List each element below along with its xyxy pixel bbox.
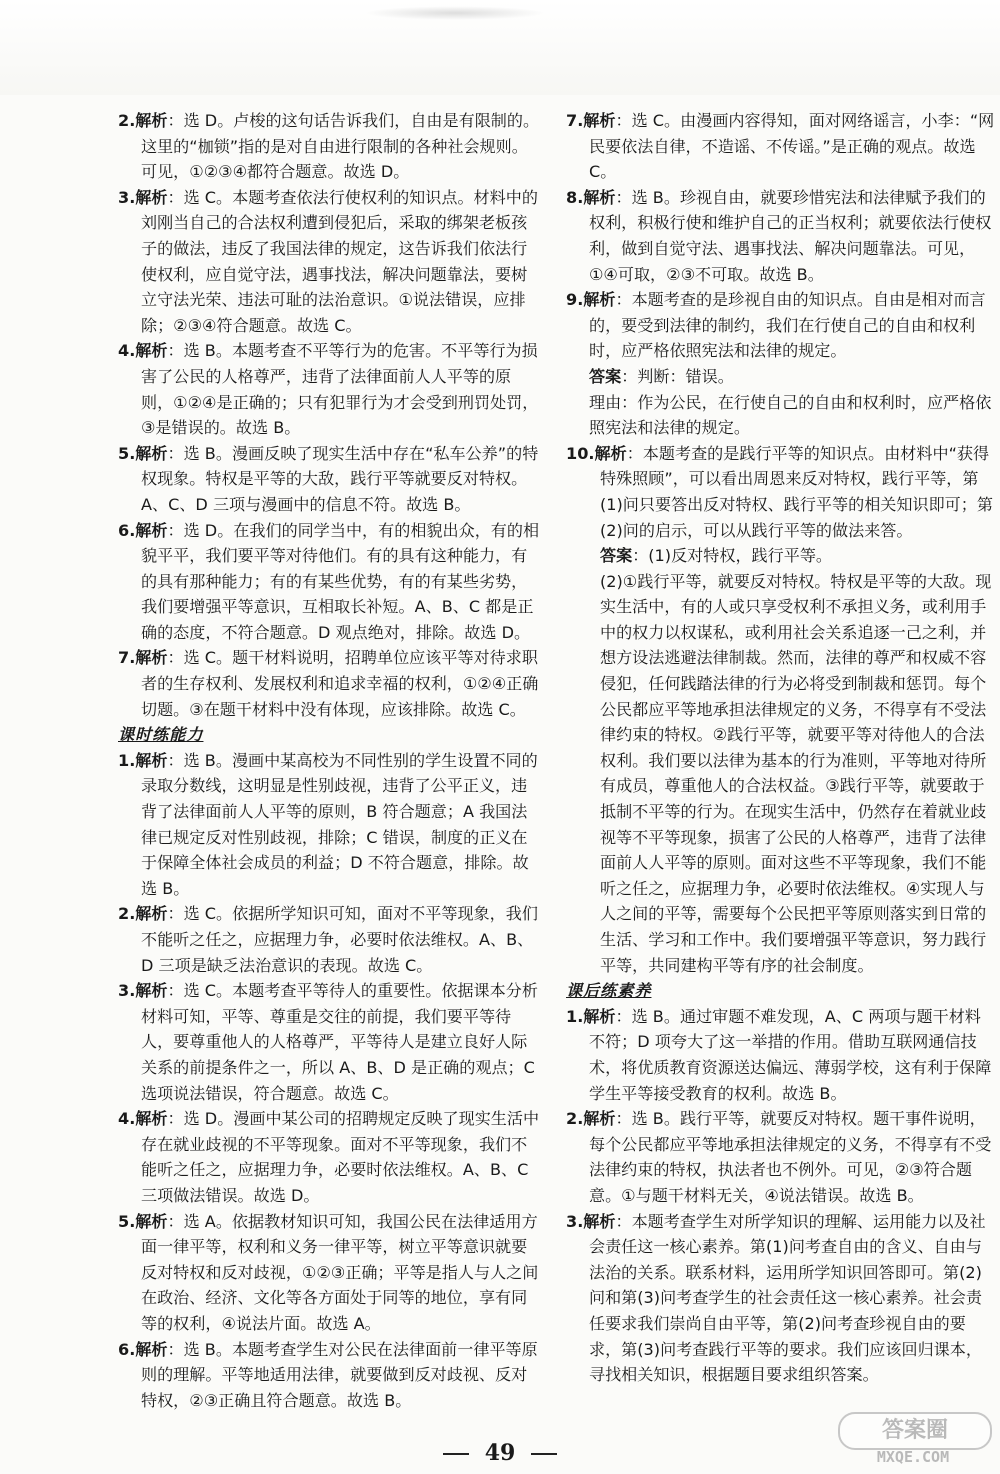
answer-item: [566, 1106, 996, 1208]
answer-line: [566, 569, 996, 979]
item-text: ：选 B。践行平等，就要反对特权。题干事件说明，每个公民都应平等地承担法律规定的义务，不得享有不受法律约束的特权，执法者也不例外。可见，②③符合题意。①与题干材料无关，④说法错误。故选 B。: [589, 1109, 992, 1205]
page-number-text: 49: [484, 1440, 516, 1466]
watermark-url: MXQE.COM: [876, 1448, 950, 1466]
watermark-logo: [838, 1412, 988, 1466]
answer-item: [118, 645, 543, 722]
answer-item: [118, 1337, 543, 1414]
answer-item: [118, 185, 543, 339]
answer-item: [118, 1106, 543, 1208]
item-text: (2)①践行平等，就要反对特权。特权是平等的大敌。现实生活中，有的人或只享受权利不承担义务，或利用手中的权力以权谋私，或利用社会关系追逐一己之利，并想方设法逃避法律制裁。然而，法律的尊严和权威不容侵犯，任何践踏法律的行为必将受到制裁和惩罚。每个公民都应平等地承担法律规定的义务，不得享有不受法律约束的特权。②践行平等，就要平等对待他人的合法权利。我们要以法律为基本的行为准则，平等地对待所有成员，尊重他人的合法权益。③践行平等，就要敢于抵制不平等的行为。在现实生活中，仍然存在着就业歧视等不平等现象，损害了公民的人格尊严，违背了法律面前人人平等的原则。面对这些不平等现象，我们不能听之任之，应据理力争，必要时依法维权。④实现人与人之间的平等，需要每个公民把平等原则落实到日常的生活、学习和工作中。我们要增强平等意识，努力践行平等，共同建构平等有序的社会制度。: [600, 571, 992, 975]
answer-item: [566, 1209, 996, 1388]
item-text: ：选 B。漫画中某高校为不同性别的学生设置不同的录取分数线，这明显是性别歧视，违背了公平正义，违背了法律面前人人平等的原则，B 符合题意；A 我国法律已规定反对性别歧视，排除；C 错误，制度的正义在于保障全体社会成员的利益；D 不符合题意，排除。故选 B。: [141, 750, 538, 898]
answer-item: [566, 1004, 996, 1106]
answer-item: [118, 901, 543, 978]
item-label: 答案: [589, 366, 622, 386]
item-label: 4.解析: [118, 341, 168, 361]
answer-item: [566, 108, 996, 185]
item-label: 6.解析: [118, 520, 168, 540]
left-column: [118, 108, 543, 1413]
item-text: ：选 D。卢梭的这句话告诉我们，自由是有限制的。这里的“枷锁”指的是对自由进行限制的各种社会规则。可见，①②③④都符合题意。故选 D。: [141, 111, 540, 182]
section-heading: [566, 978, 996, 1004]
item-label: 2.解析: [566, 1109, 616, 1129]
item-text: ：选 B。本题考查学生对公民在法律面前一律平等原则的理解。平等地适用法律，就要做到反对歧视、反对特权，②③正确且符合题意。故选 B。: [141, 1339, 538, 1410]
item-label: 1.解析: [566, 1006, 616, 1026]
item-label: 1.解析: [118, 750, 168, 770]
item-label: 9.解析: [566, 290, 616, 310]
item-text: ：选 B。珍视自由，就要珍惜宪法和法律赋予我们的权利，积极行使和维护自己的正当权利；就要依法行使权利，做到自觉守法、遇事找法、解决问题靠法。可见，①④可取，②③不可取。故选 B。: [589, 187, 992, 284]
answer-item: [566, 185, 996, 287]
answer-item: [118, 108, 543, 185]
item-text: ：(1)反对特权，践行平等。: [632, 546, 833, 566]
item-label: 8.解析: [566, 187, 616, 207]
section-title: 课后练素养: [566, 981, 652, 1001]
item-label: 3.解析: [118, 187, 168, 207]
right-column: [566, 108, 996, 1388]
item-label: 7.解析: [566, 111, 616, 130]
answer-line: [566, 390, 996, 441]
answer-item: [118, 978, 543, 1106]
item-label: 7.解析: [118, 648, 168, 668]
item-text: ：选 B。本题考查不平等行为的危害。不平等行为损害了公民的人格尊严，违背了法律面前人人平等的原则，①②④是正确的；只有犯罪行为才会受到刑罚处罚，③是错误的。故选 B。: [141, 341, 539, 438]
item-text: ：选 C。题干材料说明，招聘单位应该平等对待求职者的生存权利、发展权利和追求幸福的权利，①②④正确切题。③在题干材料中没有体现，应该排除。故选 C。: [141, 648, 539, 719]
item-label: 3.解析: [118, 981, 168, 1001]
answer-item: [118, 1209, 543, 1337]
right-dash: [531, 1453, 557, 1455]
section-heading: [118, 722, 543, 748]
item-text: ：本题考查学生对所学知识的理解、运用能力以及社会责任这一核心素养。第(1)问考查自由的含义、自由与法治的关系。联系材料，运用所学知识回答即可。第(2)问和第(3)问考查学生的社会责任这一核心素养。社会责任要求我们崇尚自由平等，第(2)问考查珍视自由的要求，第(3)问考查践行平等的要求。我们应该回归课本，寻找相关知识，根据题目要求组织答案。: [589, 1211, 986, 1385]
watermark-badge: 答案圈: [838, 1412, 992, 1450]
item-text: ：选 C。本题考查依法行使权利的知识点。材料中的刘刚当自己的合法权利遭到侵犯后，采取的绑架老板孩子的做法，违反了我国法律的规定，这告诉我们依法行使权利，应自觉守法，遇事找法，解决问题靠法，要树立守法光荣、违法可耻的法治意识。①说法错误，应排除；②③④符合题意。故选 C。: [141, 187, 538, 335]
item-text: ：选 C。本题考查平等待人的重要性。依据课本分析材料可知，平等、尊重是交往的前提，我们要平等待人，要尊重他人的人格尊严，平等待人是建立良好人际关系的前提条件之一，所以 A、B、D 是正确的观点；C 选项说法错误，符合题意。故选 C。: [141, 981, 538, 1103]
answer-item: [566, 441, 996, 543]
section-title: 课时练能力: [118, 725, 204, 745]
item-label: 6.解析: [118, 1339, 168, 1359]
item-label: 5.解析: [118, 1211, 168, 1231]
item-text: ：选 D。漫画中某公司的招聘规定反映了现实生活中存在就业歧视的不平等现象。面对不平等现象，我们不能听之任之，应据理力争，必要时依法维权。A、B、C 三项做法错误。故选 D。: [141, 1109, 540, 1205]
answer-item: [118, 338, 543, 440]
item-text: ：本题考查的是珍视自由的知识点。自由是相对而言的，要受到法律的制约，我们在行使自己的自由和权利时，应严格依照宪法和法律的规定。: [589, 290, 986, 361]
item-label: 答案: [600, 546, 633, 566]
answer-item: [118, 518, 543, 646]
answer-line: [566, 543, 996, 569]
item-label: 3.解析: [566, 1211, 616, 1231]
item-text: ：本题考查的是践行平等的知识点。由材料中“获得特殊照顾”，可以看出周恩来反对特权，践行平等，第(1)问只要答出反对特权、践行平等的相关知识即可；第(2)问的启示，可以从践行平等的做法来答。: [600, 443, 993, 540]
item-text: ：选 C。依据所学知识可知，面对不平等现象，我们不能听之任之，应据理力争，必要时依法维权。A、B、D 三项是缺乏法治意识的表现。故选 C。: [141, 904, 538, 975]
item-text: ：选 B。漫画反映了现实生活中存在“私车公养”的特权现象。特权是平等的大敌，践行平等就要反对特权。A、C、D 三项与漫画中的信息不符。故选 B。: [141, 443, 539, 514]
item-text: ：选 D。在我们的同学当中，有的相貌出众，有的相貌平平，我们要平等对待他们。有的具有这种能力，有的具有那种能力；有的有某些优势，有的有某些劣势，我们要增强平等意识，互相取长补短。A、B、C 都是正确的态度，不符合题意。D 观点绝对，排除。故选 D。: [141, 520, 540, 642]
scan-smudge: [365, 6, 545, 20]
item-label: 4.解析: [118, 1109, 168, 1129]
item-text: ：选 B。通过审题不难发现，A、C 两项与题干材料不符；D 项夸大了这一举措的作用。借助互联网通信技术，将优质教育资源送达偏远、薄弱学校，这有利于保障学生平等接受教育的权利。故选 B。: [589, 1006, 992, 1103]
item-label: 5.解析: [118, 443, 168, 463]
answer-item: [118, 441, 543, 518]
answer-line: [566, 364, 996, 390]
item-label: 10.解析: [566, 443, 627, 463]
item-text: ：选 C。由漫画内容得知，面对网络谣言，小李：“网民要依法自律，不造谣、不传谣。”是正确的观点。故选 C。: [589, 111, 995, 182]
item-text: ：选 A。依据教材知识可知，我国公民在法律适用方面一律平等，权利和义务一律平等，树立平等意识就要反对特权和反对歧视，①②③正确；平等是指人与人之间在政治、经济、文化等各方面处于同等的地位，享有同等的权利，④说法片面。故选 A。: [141, 1211, 539, 1333]
item-label: 2.解析: [118, 111, 168, 130]
item-text: ：判断：错误。: [621, 366, 734, 386]
left-dash: [443, 1453, 469, 1455]
answer-item: [566, 287, 996, 364]
answer-item: [118, 748, 543, 902]
page-header-area: [0, 0, 1000, 95]
item-label: 2.解析: [118, 904, 168, 924]
item-text: 理由：作为公民，在行使自己的自由和权利时，应严格依照宪法和法律的规定。: [589, 392, 992, 438]
